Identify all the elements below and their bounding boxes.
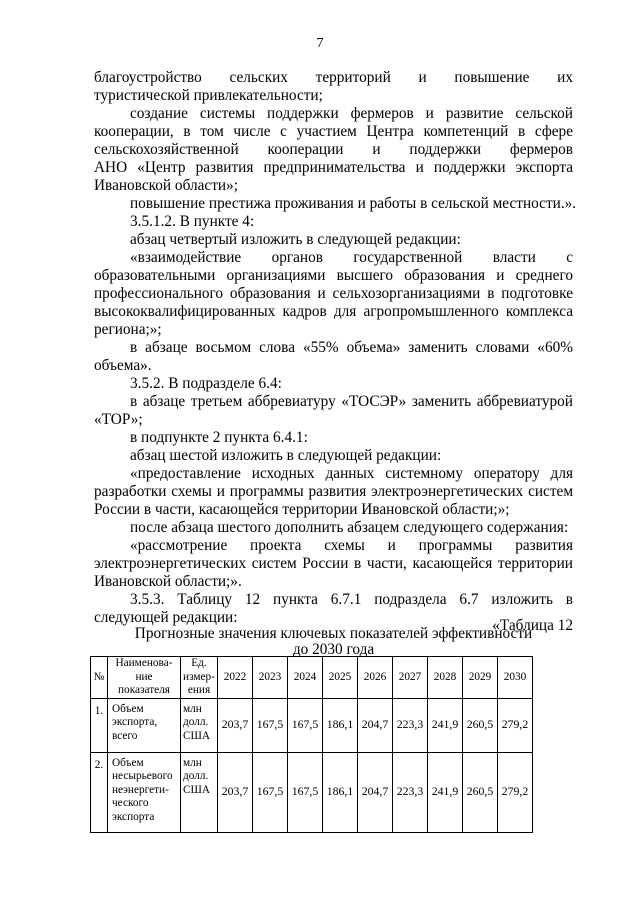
cell-value: 203,7 (218, 752, 253, 832)
table-row (91, 752, 533, 832)
text-line: Ивановской области»; (94, 177, 238, 194)
header-year: 2028 (428, 657, 463, 699)
row-num: 2. (91, 752, 108, 832)
cell-value: 167,5 (253, 752, 288, 832)
text-line: «рассмотрение проекта схемы и программы развития (130, 537, 573, 554)
row-num: 1. (91, 698, 108, 752)
header-year: 2026 (358, 657, 393, 699)
header-year: 2022 (218, 657, 253, 699)
text-line: Ивановской области;». (94, 573, 242, 590)
text-line: «взаимодействие органов государственной власти с (130, 249, 573, 266)
cell-value: 167,5 (253, 698, 288, 752)
header-name: Наименова-ние показателя (108, 657, 181, 699)
header-year: 2027 (393, 657, 428, 699)
text-line: образовательными организациями высшего образования и среднего (94, 267, 573, 284)
table-caption-sub: до 2030 года (292, 641, 375, 658)
text-line: «ТОР»; (94, 411, 143, 428)
page-number: 7 (316, 36, 324, 51)
text-line: России в части, касающейся территории Ивановской области;»; (94, 501, 510, 518)
text-line: туристической привлекательности; (94, 87, 323, 104)
cell-value: 223,3 (393, 698, 428, 752)
text-line: абзац четвертый изложить в следующей редакции: (130, 231, 461, 248)
text-line: 3.5.1.2. В пункте 4: (130, 213, 255, 230)
text-line: в подпункте 2 пункта 6.4.1: (130, 429, 308, 446)
text-line: в абзаце третьем аббревиатуру «ТОСЭР» заменить аббревиатурой (130, 393, 573, 410)
text-line: 3.5.2. В подразделе 6.4: (130, 375, 282, 392)
text-line: АНО «Центр развития предпринимательства и поддержки экспорта (94, 159, 573, 176)
cell-value: 204,7 (358, 698, 393, 752)
header-year: 2030 (498, 657, 533, 699)
header-unit: Ед. измер-ения (181, 657, 218, 699)
text-line: объема». (94, 357, 152, 374)
cell-value: 241,9 (428, 752, 463, 832)
header-year: 2023 (253, 657, 288, 699)
cell-value: 260,5 (463, 752, 498, 832)
cell-value: 186,1 (323, 752, 358, 832)
kpi-table (90, 656, 533, 833)
cell-value: 241,9 (428, 698, 463, 752)
cell-value: 279,2 (498, 698, 533, 752)
table-header-row (91, 657, 533, 699)
text-line: разработки схемы и программы развития электроэнергетических систем (94, 483, 573, 500)
header-year: 2024 (288, 657, 323, 699)
text-line: «предоставление исходных данных системному оператору для (130, 465, 573, 482)
cell-value: 203,7 (218, 698, 253, 752)
cell-value: 186,1 (323, 698, 358, 752)
text-line: профессионального образования и сельхозорганизациями в подготовке (94, 285, 573, 302)
text-line: региона;»; (94, 321, 162, 338)
cell-value: 223,3 (393, 752, 428, 832)
cell-value: 279,2 (498, 752, 533, 832)
text-line: создание системы поддержки фермеров и развитие сельской (130, 105, 573, 122)
text-line: после абзаца шестого дополнить абзацем следующего содержания: (130, 519, 569, 536)
text-line: следующей редакции: (94, 609, 238, 626)
row-name: Объем несырьевого неэнергети-ческого экспорта (108, 752, 181, 832)
cell-value: 167,5 (288, 752, 323, 832)
text-line: абзац шестой изложить в следующей редакции: (130, 447, 442, 464)
text-line: кооперации, в том числе с участием Центра компетенций в сфере (94, 123, 573, 140)
text-line: в абзаце восьмом слова «55% объема» заменить словами «60% (130, 339, 573, 356)
text-line: электроэнергетических систем России в части, касающейся территории (94, 555, 573, 572)
header-year: 2025 (323, 657, 358, 699)
header-year: 2029 (463, 657, 498, 699)
cell-value: 204,7 (358, 752, 393, 832)
table-caption: Прогнозные значения ключевых показателей эффективности (134, 625, 533, 642)
table-label: «Таблица 12 (492, 617, 573, 634)
text-line: сельскохозяйственной кооперации и поддержки фермеров (94, 141, 573, 158)
text-line: благоустройство сельских территорий и повышение их (94, 69, 573, 86)
text-line: повышение престижа проживания и работы в сельской местности.». (130, 195, 577, 212)
text-line: высококвалифицированных кадров для агропромышленного комплекса (94, 303, 573, 320)
cell-value: 260,5 (463, 698, 498, 752)
row-name: Объем экспорта, всего (108, 698, 181, 752)
cell-value: 167,5 (288, 698, 323, 752)
header-num: № (91, 657, 108, 699)
table-row (91, 698, 533, 752)
row-unit: млн долл. США (181, 752, 218, 832)
text-line: 3.5.3. Таблицу 12 пункта 6.7.1 подраздела 6.7 изложить в (130, 591, 573, 608)
row-unit: млн долл. США (181, 698, 218, 752)
